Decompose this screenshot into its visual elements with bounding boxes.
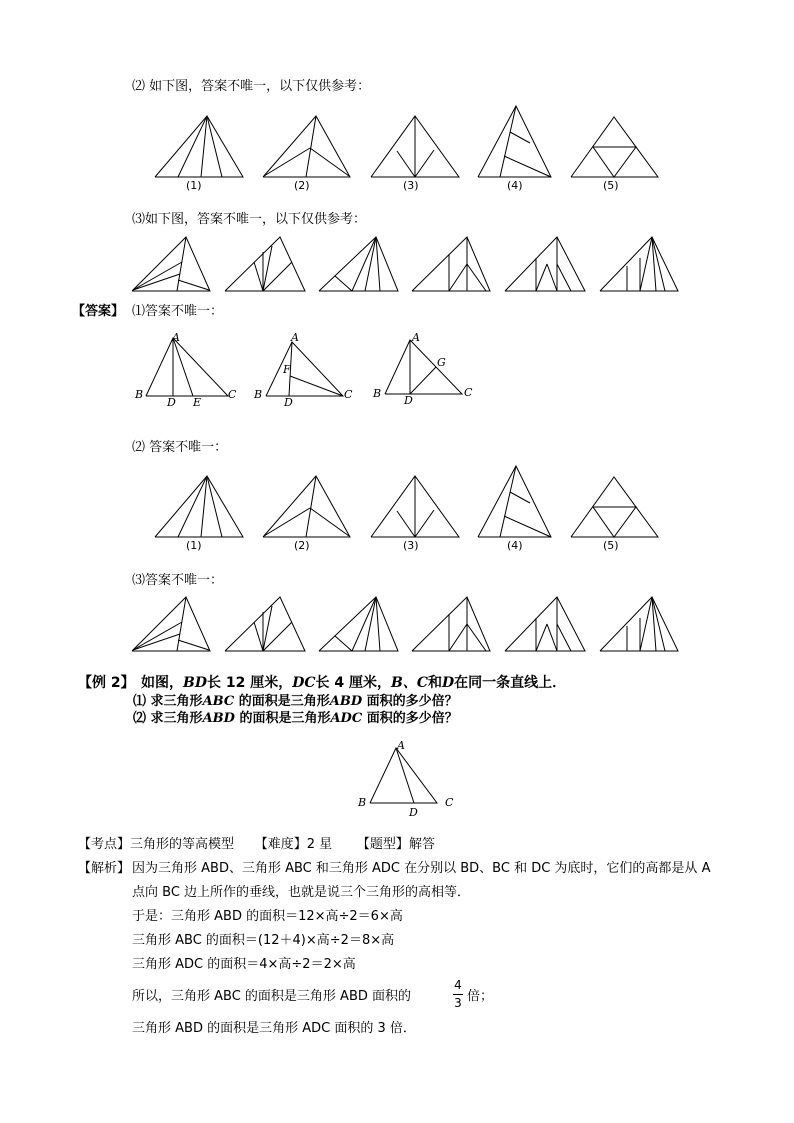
example2-stem: 如图，BD长 12 厘米，DC长 4 厘米，B、C和D在同一条直线上． xyxy=(141,675,567,691)
intro-part2-text: ⑵ 如下图，答案不唯一，以下仅供参考： xyxy=(132,79,371,94)
answer-part3-text: ⑶答案不唯一： xyxy=(132,573,224,588)
svg-text:D: D xyxy=(284,396,293,409)
svg-text:A: A xyxy=(291,331,299,344)
fig-label-5: (5) xyxy=(603,179,619,192)
example2-question-2: ⑵ 求三角形ABD 的面积是三角形ADC 面积的多少倍？ xyxy=(133,711,458,726)
svg-text:C: C xyxy=(228,388,237,401)
example2-label: 【例 2】 xyxy=(78,675,135,691)
analysis-line-2: 点向 BC 边上所作的垂线，也就是说三个三角形的高相等． xyxy=(132,885,471,900)
svg-text:A: A xyxy=(172,331,180,344)
analysis-line-4: 三角形 ABC 的面积＝(12＋4)×高÷2＝8×高 xyxy=(132,933,395,948)
intro-part3-text: ⑶如下图，答案不唯一，以下仅供参考： xyxy=(132,212,367,227)
svg-text:B: B xyxy=(373,387,382,400)
svg-text:(1): (1) xyxy=(186,539,202,552)
svg-text:F: F xyxy=(283,363,291,376)
svg-text:C: C xyxy=(464,386,473,399)
svg-text:(3): (3) xyxy=(403,539,419,552)
analysis-label: 【解析】 xyxy=(78,861,131,876)
fraction-numerator: 4 xyxy=(454,978,462,992)
svg-text:(5): (5) xyxy=(603,539,619,552)
svg-text:C: C xyxy=(445,796,454,809)
svg-text:A: A xyxy=(397,739,405,752)
analysis-line-6b: 倍； xyxy=(467,989,494,1004)
svg-text:B: B xyxy=(135,388,144,401)
analysis-line-7: 三角形 ABD 的面积是三角形 ADC 面积的 3 倍． xyxy=(132,1021,416,1036)
fig-label-2: (2) xyxy=(294,179,310,192)
svg-text:D: D xyxy=(167,396,176,409)
svg-text:G: G xyxy=(437,356,446,369)
answer-part2-text: ⑵ 答案不唯一： xyxy=(132,440,228,455)
analysis-line-6a: 所以，三角形 ABC 的面积是三角形 ABD 面积的 xyxy=(132,989,412,1004)
fig-label-4: (4) xyxy=(507,179,523,192)
answer-part1-text: ⑴答案不唯一： xyxy=(132,304,224,319)
svg-text:B: B xyxy=(254,388,263,401)
analysis-line-1: 因为三角形 ABD、三角形 ABC 和三角形 ADC 在分别以 BD、BC 和 DC 为底时，它们的高都是从 A xyxy=(132,861,711,876)
fig-label-3: (3) xyxy=(403,179,419,192)
svg-text:B: B xyxy=(358,796,367,809)
svg-text:(4): (4) xyxy=(507,539,523,552)
svg-text:D: D xyxy=(409,806,418,819)
fraction-denominator: 3 xyxy=(454,996,462,1010)
svg-text:(2): (2) xyxy=(294,539,310,552)
svg-text:A: A xyxy=(412,331,420,344)
example2-question-1: ⑴ 求三角形ABC 的面积是三角形ABD 面积的多少倍？ xyxy=(133,694,458,709)
fraction-bar xyxy=(453,994,463,995)
svg-text:E: E xyxy=(193,396,202,409)
svg-text:C: C xyxy=(344,388,353,401)
answer-label: 【答案】 xyxy=(72,304,125,319)
fig-label-1: (1) xyxy=(186,179,202,192)
analysis-line-3: 于是：三角形 ABD 的面积＝12×高÷2＝6×高 xyxy=(132,909,403,924)
analysis-line-5: 三角形 ADC 的面积＝4×高÷2＝2×高 xyxy=(132,957,356,972)
meta-line: 【考点】三角形的等高模型 【难度】2 星 【题型】解答 xyxy=(78,837,435,852)
svg-text:D: D xyxy=(404,394,413,407)
